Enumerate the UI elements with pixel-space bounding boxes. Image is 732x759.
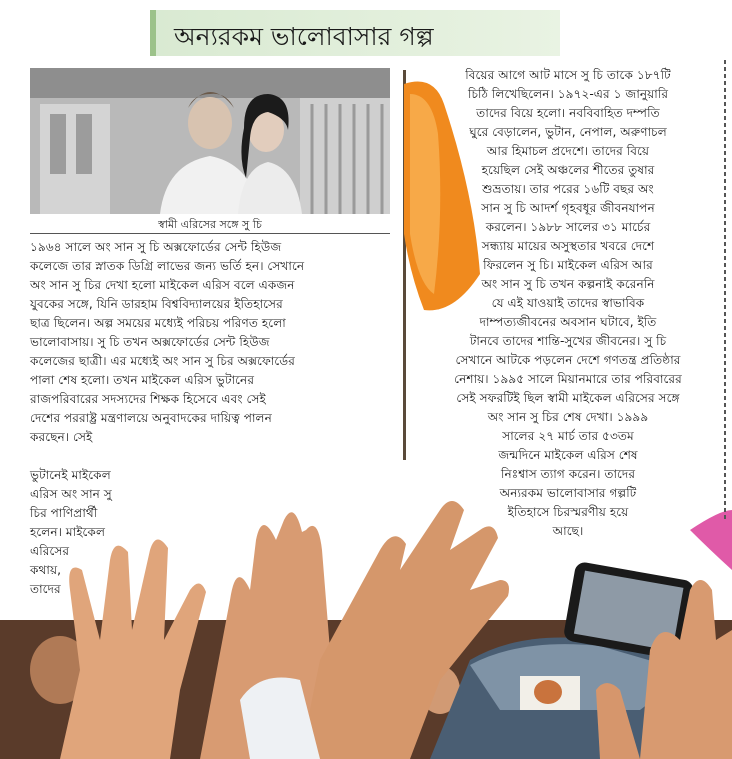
article-line: দেশের পররাষ্ট্র মন্ত্রণালয়ে অনুবাদকের দায়িত্ব পালন — [30, 411, 272, 425]
article-line: কলেজের ছাত্রী। এর মধ্যেই অং সান সু চির অক্সফোর্ডের — [30, 354, 295, 368]
article-line: ছাত্র ছিলেন। অল্প সময়ের মধ্যেই পরিচয় পরিণত হলো — [30, 316, 286, 330]
headline-banner — [150, 10, 560, 56]
article-line: তাদের বিয়ে হলো। নববিবাহিত দম্পতি — [476, 106, 660, 120]
article-line: আর হিমাচল প্রদেশে। তাদের বিয়ে — [486, 144, 650, 158]
article-line: এরিস অং সান সু — [30, 487, 112, 501]
article-line: শুভ্রতায়। তার পরের ১৬টি বছর অং — [482, 182, 654, 196]
article-line: অং সান সু চির দেখা হলো মাইকেল এরিস বলে একজন — [30, 278, 295, 292]
article-line: যে এই যাওয়াই তাদের স্বাভাবিক — [491, 296, 645, 310]
article-line: হলেন। মাইকেল — [30, 525, 106, 539]
column-divider — [724, 60, 726, 520]
article-line: পালা শেষ হলো। তখন মাইকেল এরিস ভুটানের — [30, 373, 255, 387]
article-line: ১৯৬৪ সালে অং সান সু চি অক্সফোর্ডের সেন্ট হিউজ — [30, 240, 282, 254]
article-line: বিয়ের আগে আট মাসে সু চি তাকে ১৮৭টি — [465, 68, 671, 82]
article-line: করলেন। ১৯৮৮ সালের ৩১ মার্চের — [485, 220, 651, 234]
article-line: হয়েছিল সেই অঞ্চলের শীতের তুষার — [481, 163, 655, 177]
article-line: সন্ধ্যায় মায়ের অসুস্থতার খবরে দেশে — [481, 239, 655, 253]
article-right-column — [418, 66, 718, 541]
article-line: দাম্পত্যজীবনের অবসান ঘটাবে, ইতি — [479, 315, 657, 329]
article-line: সেই সফরটিই ছিল স্বামী মাইকেল এরিসের সঙ্গে — [456, 391, 680, 405]
couple-photo — [30, 68, 390, 214]
article-line: কলেজে তার স্নাতক ডিগ্রি লাভের জন্য ভর্তি হন। সেখানে — [30, 259, 305, 273]
article-line: সালের ২৭ মার্চ তার ৫৩তম — [502, 429, 634, 443]
article-line: ঘুরে বেড়ালেন, ভুটান, নেপাল, অরুণাচল — [469, 125, 667, 139]
article-line: তাদের — [30, 582, 61, 596]
article-line: অং সান সু চি তখন কল্পনাই করেননি — [481, 277, 655, 291]
couple-photo-illustration — [30, 68, 390, 214]
headline: অন্যরকম ভালোবাসার গল্প — [174, 22, 434, 51]
caption-divider — [30, 233, 390, 234]
article-line: সেখানে আটকে পড়লেন দেশে গণতন্ত্র প্রতিষ্ঠার — [455, 353, 681, 367]
article-line: এরিসের — [30, 544, 70, 558]
article-line: যুবকের সঙ্গে, যিনি ডারহাম বিশ্ববিদ্যালয়ের ইতিহাসের — [30, 297, 283, 311]
article-line: চির পাণিপ্রার্থী — [30, 506, 98, 520]
article-line: চিঠি লিখেছিলেন। ১৯৭২-এর ১ জানুয়ারি — [467, 87, 669, 101]
article-line: আছে। — [552, 524, 584, 538]
article-line: নিঃশ্বাস ত্যাগ করেন। তাদের — [500, 467, 636, 481]
article-line: ফিরলেন সু চি। মাইকেল এরিস আর — [483, 258, 653, 272]
article-line: কথায়, — [30, 563, 62, 577]
article-line: করছেন। সেই — [30, 430, 93, 444]
article-line: রাজপরিবারের সদস্যদের শিক্ষক হিসেবে এবং সেই — [30, 392, 266, 406]
article-line: নেশায়। ১৯৯৫ সালে মিয়ানমারে তার পরিবারের — [454, 372, 682, 386]
article-line: ভুটানেই মাইকেল — [30, 468, 111, 482]
article-line: টানবে তাদের শান্তি-সুখের জীবনের। সু চি — [469, 334, 667, 348]
article-line: সান সু চি আদর্শ গৃহবধূর জীবনযাপন — [481, 201, 655, 215]
article-line: ভালোবাসায়। সু চি তখন অক্সফোর্ডের সেন্ট হিউজ — [30, 335, 270, 349]
article-left-column — [30, 238, 392, 447]
article-line: অন্যরকম ভালোবাসার গল্পটি — [499, 486, 637, 500]
article-line: জন্মদিনে মাইকেল এরিস শেষ — [498, 448, 638, 462]
article-line: ইতিহাসে চিরস্মরণীয় হয়ে — [507, 505, 629, 519]
photo-caption: স্বামী এরিসের সঙ্গে সু চি — [158, 218, 262, 231]
article-line: অং সান সু চির শেষ দেখা। ১৯৯৯ — [487, 410, 649, 424]
article-left-narrow-column — [30, 466, 150, 599]
